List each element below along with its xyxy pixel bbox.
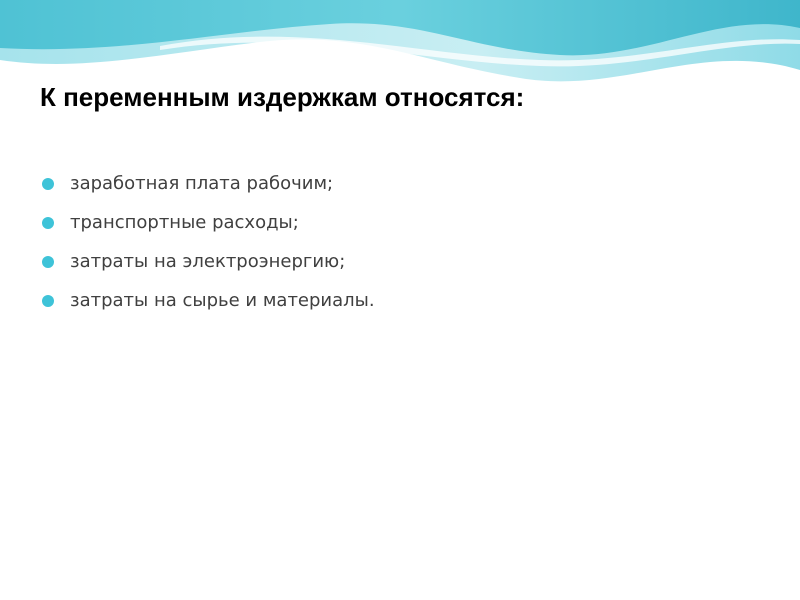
list-item-text: заработная плата рабочим;	[70, 173, 334, 194]
bullet-list	[42, 174, 375, 330]
list-item	[42, 291, 375, 310]
slide-title: К переменным издержкам относятся:	[40, 82, 525, 112]
bullet-dot-icon	[42, 178, 54, 190]
list-item	[42, 174, 375, 193]
bullet-dot-icon	[42, 295, 54, 307]
list-item-text: затраты на электроэнергию;	[70, 251, 346, 272]
list-item-text: транспортные расходы;	[70, 212, 299, 233]
list-item-text: затраты на сырье и материалы.	[70, 290, 375, 311]
bullet-dot-icon	[42, 256, 54, 268]
bullet-dot-icon	[42, 217, 54, 229]
list-item	[42, 213, 375, 232]
list-item	[42, 252, 375, 271]
